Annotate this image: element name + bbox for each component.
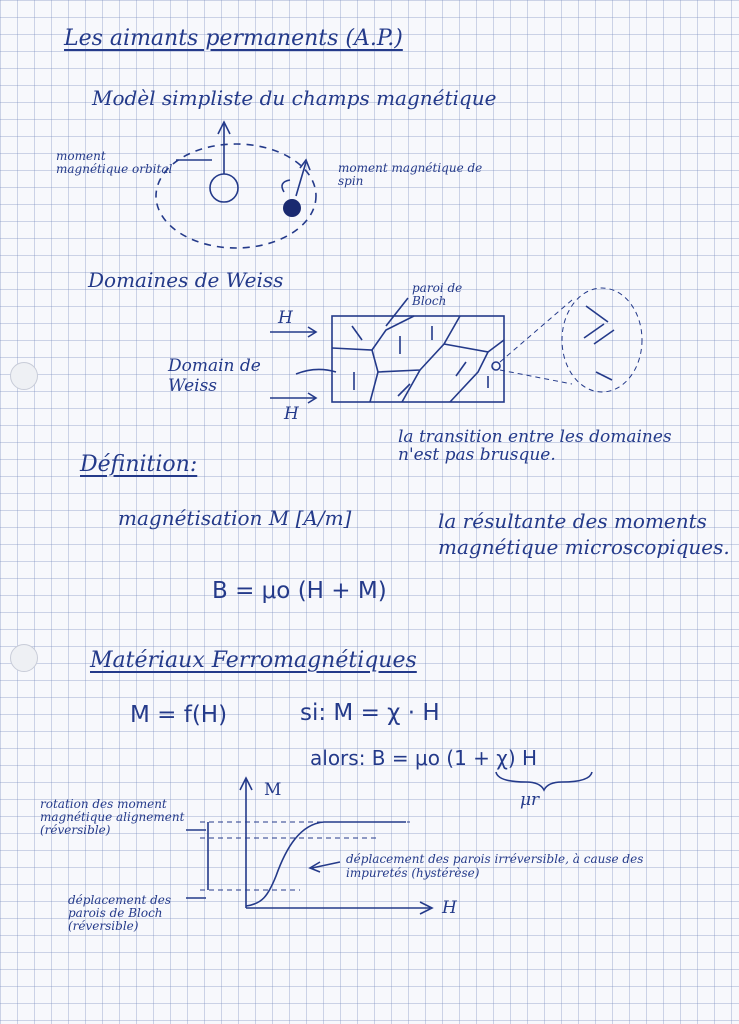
- domain-block: [332, 316, 504, 402]
- zoom-circle: [562, 288, 642, 392]
- magnetisation-description: la résultante des moments magnétique microscopiques.: [438, 509, 730, 559]
- nucleus-circle: [210, 174, 238, 202]
- magnetisation-curve: [246, 822, 406, 906]
- note-irreversible: déplacement des parois irréversible, à cause des impuretés (hystérèse): [346, 852, 644, 880]
- ferro-eq1: M = f(H): [130, 702, 228, 728]
- wall-5: [444, 344, 488, 402]
- wall-2: [370, 350, 378, 402]
- definition-equation: B = μo (H + M): [212, 578, 387, 604]
- model-heading: Modèl simpliste du champs magnétique: [92, 86, 497, 110]
- ferro-eq3: alors: B = μo (1 + χ) H: [310, 746, 538, 770]
- definition-heading: Définition:: [80, 452, 198, 477]
- weiss-heading: Domaines de Weiss: [88, 268, 284, 292]
- transition-note: la transition entre les domaines n'est pas brusque.: [398, 427, 672, 465]
- ferro-eq2: si: M = χ · H: [300, 700, 440, 726]
- note-bloch: déplacement des parois de Bloch (réversible): [68, 893, 172, 933]
- wall-1: [332, 316, 414, 350]
- weiss-domain-label: Domain de Weiss: [168, 356, 261, 396]
- h-label-bottom: H: [284, 404, 299, 424]
- wall-4: [402, 370, 420, 402]
- weiss-domains-diagram: [270, 288, 642, 403]
- spin-rotation: [282, 180, 290, 192]
- spin-moment-label: moment magnétique de spin: [338, 161, 483, 188]
- wall-6: [488, 340, 504, 352]
- mu-r-label: μr: [520, 790, 540, 810]
- mu-r-brace: [496, 772, 592, 790]
- note-rotation: rotation des moment magnétique alignement (réversible): [40, 797, 185, 837]
- axis-m-label: M: [264, 780, 282, 800]
- domain-pointer: [296, 369, 336, 374]
- electron-dot: [283, 199, 301, 217]
- wall-pointer: [386, 298, 408, 326]
- axis-h-label: H: [442, 898, 457, 918]
- ferro-heading: Matériaux Ferromagnétiques: [90, 648, 417, 673]
- magnetisation-text: magnétisation M [A/m]: [118, 506, 352, 530]
- magnetisation-graph: [186, 778, 432, 914]
- bloch-wall-label: paroi de Bloch: [412, 281, 463, 308]
- page-title: Les aimants permanents (A.P.): [64, 26, 403, 51]
- atom-diagram: [156, 122, 316, 248]
- h-label-top: H: [278, 308, 293, 328]
- orbital-moment-label: moment magnétique orbital: [56, 149, 173, 176]
